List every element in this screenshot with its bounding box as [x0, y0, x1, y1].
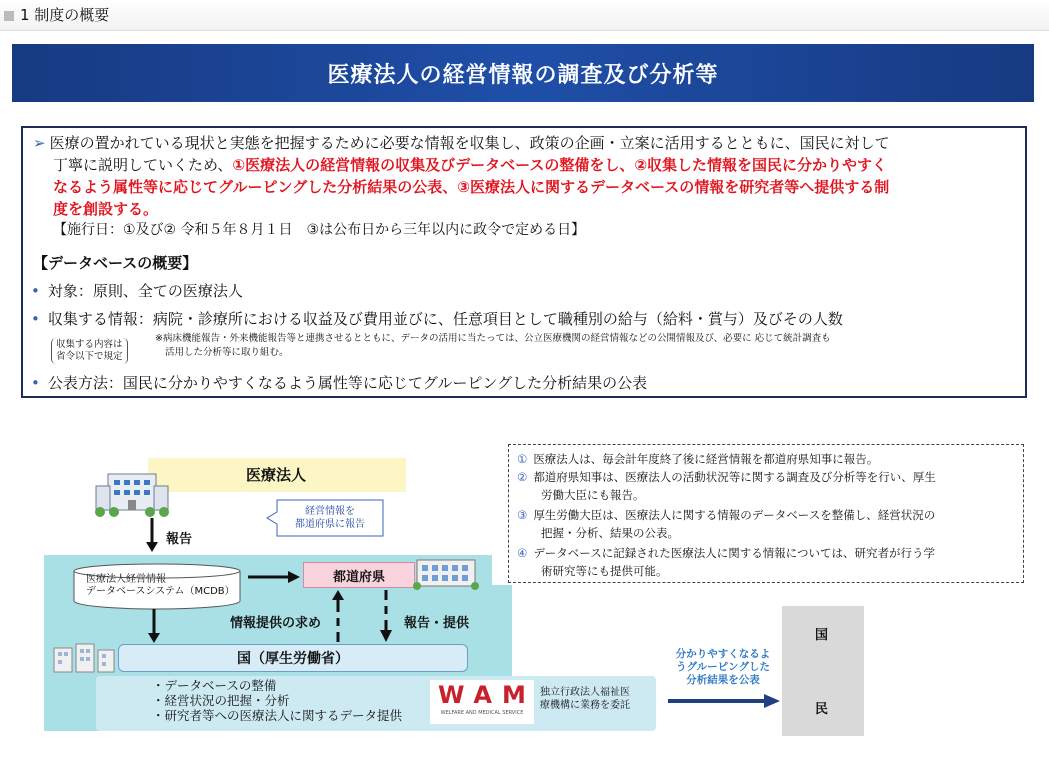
note-item-cont: 術研究等にも提供可能。: [541, 564, 668, 578]
bullet-icon: •: [31, 374, 40, 392]
wam-logo: WAM WELFARE AND MEDICAL SERVICE: [430, 680, 534, 724]
report-provide-label: 報告・提供: [404, 616, 470, 631]
intro-line-2: 丁寧に説明していくため、①医療法人の経営情報の収集及びデータベースの整備をし、②収集した情報を国民に分かりやすく: [53, 156, 888, 174]
note-item: ① 医療法人は、毎会計年度終了後に経営情報を都道府県知事に報告。: [517, 452, 879, 466]
effective-date: 【施行日：①及び② 令和５年８月１日 ③は公布日から三年以内に政令で定める日】: [53, 222, 586, 238]
intro-line-3: なるよう属性等に応じてグルーピングした分析結果の公表、③医療法人に関するデータベースの情報を研究者等へ提供する制: [53, 178, 890, 196]
bullet-icon: •: [31, 310, 40, 328]
notes-box: [508, 444, 1024, 583]
building-icon: [413, 556, 479, 590]
bullet-icon: •: [31, 282, 40, 300]
callout-text: 経営情報を 都道府県に報告: [295, 506, 365, 530]
report-label: 報告: [166, 532, 193, 547]
small-note-1: ※病床機能報告・外来機能報告等と連携させるとともに、データの活用に当たっては、公立医療機関の経営情報などの公開情報及び、必要に 応じて統計調査も: [155, 333, 831, 344]
header-bar: [0, 0, 1049, 31]
note-item: ③ 厚生労働大臣は、医療法人に関する情報のデータベースを整備し、経営状況の: [517, 508, 936, 522]
ministry-building-icon: [52, 644, 116, 674]
small-note-2: 活用した分析等に取り組む。: [165, 347, 289, 358]
tasks-list: [152, 678, 402, 723]
down-arrow-dashed-icon: [380, 590, 392, 642]
national-box: 国（厚生労働省）: [118, 644, 468, 672]
down-arrow-icon: [148, 609, 160, 643]
hospital-icon: [92, 470, 172, 518]
target-item: • 対象：原則、全ての医療法人: [31, 282, 243, 300]
note-item-cont: 把握・分析、結果の公表。: [541, 526, 679, 540]
mcdb-label: 医療法人経営情報 データベースシステム（MCDB）: [86, 574, 235, 597]
note-item: ④ データベースに記録された医療法人に関する情報については、研究者が行う学: [517, 546, 936, 560]
page-title: 医療法人の経営情報の調査及び分析等: [12, 44, 1034, 102]
medical-corp-label: 医療法人: [246, 466, 307, 484]
collected-info-item: • 収集する情報：病院・診療所における収益及び費用並びに、任意項目として職種別の給与（給料・賞与）及びその人数: [31, 310, 843, 328]
task-item: ・経営状況の把握・分析: [152, 693, 290, 708]
summary-box: [21, 126, 1027, 398]
up-arrow-icon: [332, 590, 344, 642]
section-label: 1 制度の概要: [4, 4, 109, 25]
square-icon: [4, 11, 14, 21]
wam-description: 独立行政法人福祉医 療機構に業務を委託: [540, 687, 630, 711]
intro-line-4: 度を創設する。: [53, 200, 159, 218]
publish-label: 分かりやすくなるよ うグルーピングした 分析結果を公表: [675, 648, 771, 686]
db-heading: 【データベースの概要】: [33, 254, 198, 272]
info-request-label: 情報提供の求め: [230, 616, 322, 631]
right-arrow-icon: [248, 571, 300, 583]
people-label-2: 民: [815, 702, 829, 717]
report-arrow-icon: [146, 518, 158, 552]
publication-item: • 公表方法：国民に分かりやすくなるよう属性等に応じてグルーピングした分析結果の公表: [31, 374, 648, 392]
note-item-cont: 労働大臣にも報告。: [541, 488, 645, 502]
note-item: ② 都道府県知事は、医療法人の活動状況等に関する調査及び分析等を行い、厚生: [517, 470, 936, 484]
arrow-bullet-icon: ➢: [33, 134, 46, 152]
task-item: ・データベースの整備: [152, 678, 277, 693]
prefecture-box: 都道府県: [303, 562, 415, 588]
intro-line-1: ➢ 医療の置かれている現状と実態を把握するために必要な情報を収集し、政策の企画・立案に活用するとともに、国民に対して: [33, 134, 890, 152]
publish-arrow-icon: [668, 690, 780, 712]
people-label-1: 国: [815, 628, 829, 643]
note-bracket: 収集する内容は 省令以下で規定: [51, 338, 128, 364]
task-item: ・研究者等への医療法人に関するデータ提供: [152, 708, 403, 723]
